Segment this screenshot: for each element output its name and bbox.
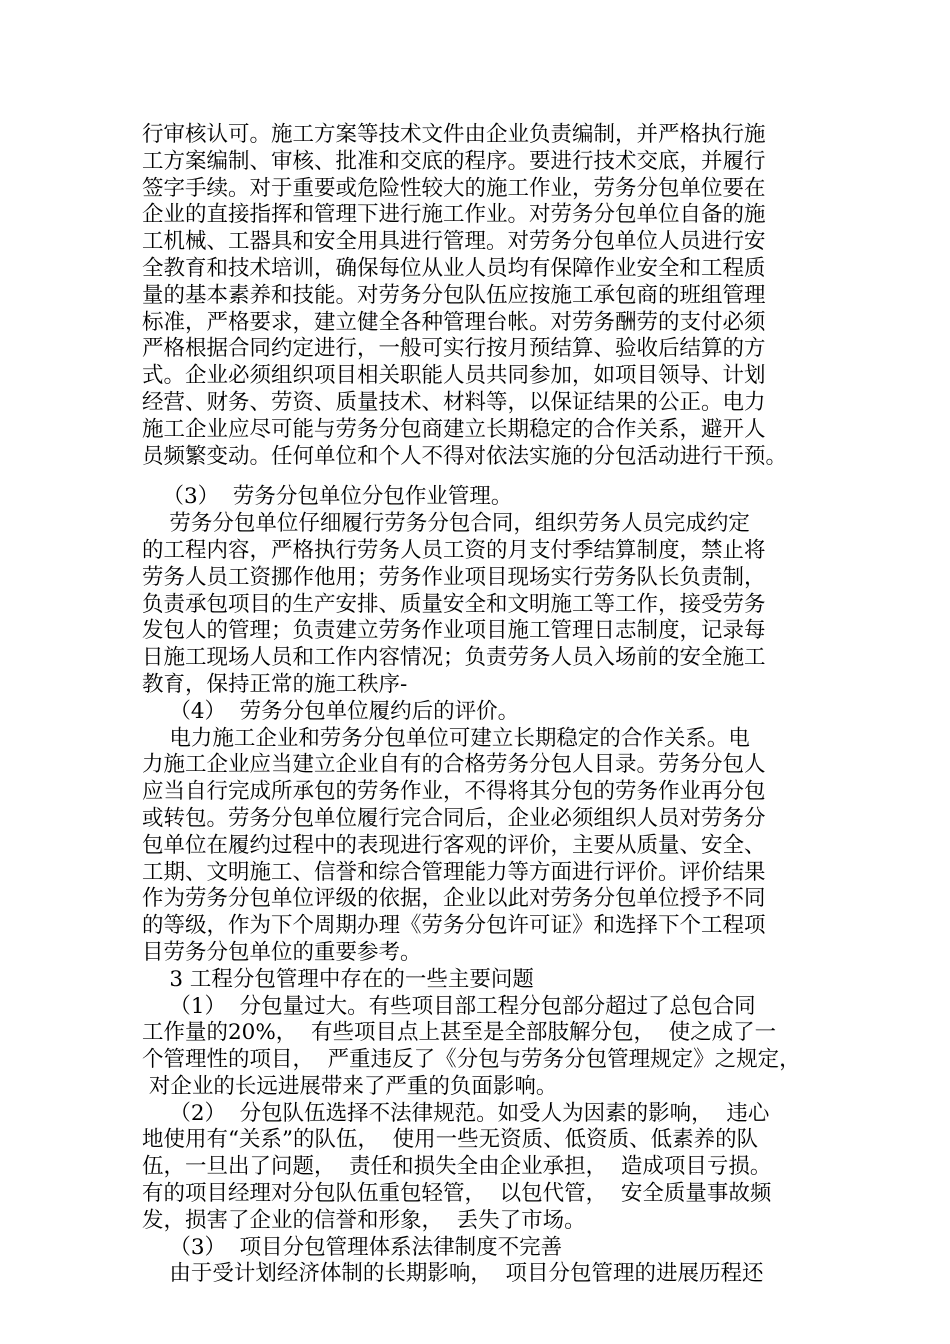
text-line: 电力施工企业和劳务分包单位可建立长期稳定的合作关系。电 — [142, 725, 750, 751]
text-line: 个管理性的项目， 严重违反了《分包与劳务分包管理规定》之规定， — [142, 1047, 801, 1073]
text-line: 全教育和技术培训，确保每位从业人员均有保障作业安全和工程质 — [142, 255, 766, 281]
text-line: 经营、财务、劳资、质量技术、材料等，以保证结果的公正。电力 — [142, 389, 766, 415]
text-line: 或转包。劳务分包单位履行完合同后，企业必须组织人员对劳务分 — [142, 805, 766, 831]
text-line: 地使用有“关系”的队伍， 使用一些无资质、低资质、低素养的队 — [142, 1127, 759, 1153]
section-heading: （4） 劳务分包单位履约后的评价。 — [142, 698, 520, 724]
paragraph-gap — [142, 470, 822, 484]
section-heading: （3） 劳务分包单位分包作业管理。 — [142, 484, 513, 510]
text-line: 应当自行完成所承包的劳务作业，不得将其分包的劳务作业再分包 — [142, 779, 766, 805]
text-line: 工机械、工器具和安全用具进行管理。对劳务分包单位人员进行安 — [142, 229, 766, 255]
text-line: 发包人的管理；负责建立劳务作业项目施工管理日志制度，记录每 — [142, 618, 766, 644]
text-line: 有的项目经理对分包队伍重包轻管， 以包代管， 安全质量事故频 — [142, 1181, 772, 1207]
text-line: 包单位在履约过程中的表现进行客观的评价，主要从质量、安全、 — [142, 832, 766, 858]
document-body — [142, 122, 822, 1288]
text-line: 目劳务分包单位的重要参考。 — [142, 939, 422, 965]
text-line: 式。企业必须组织项目相关职能人员共同参加，如项目领导、计划 — [142, 363, 766, 389]
text-line: 量的基本素养和技能。对劳务分包队伍应按施工承包商的班组管理 — [142, 282, 766, 308]
text-line: 签字手续。对于重要或危险性较大的施工作业，劳务分包单位要在 — [142, 175, 766, 201]
text-line: 力施工企业应当建立企业自有的合格劳务分包人目录。劳务分包人 — [142, 752, 766, 778]
text-line: 由于受计划经济体制的长期影响， 项目分包管理的进展历程还 — [142, 1261, 764, 1287]
text-line: 员频繁变动。任何单位和个人不得对依法实施的分包活动进行干预。 — [142, 443, 788, 469]
text-line: 发，损害了企业的信誉和形象， 丢失了市场。 — [142, 1207, 586, 1233]
text-line: 工作量的20%， 有些项目点上甚至是全部肢解分包， 使之成了一 — [142, 1020, 777, 1046]
text-line: 标准，严格要求，建立健全各种管理台帐。对劳务酬劳的支付必须 — [142, 309, 766, 335]
text-line: （2） 分包队伍选择不法律规范。如受人为因素的影响， 违心 — [142, 1100, 770, 1126]
text-line: 劳务分包单位仔细履行劳务分包合同，组织劳务人员完成约定 — [142, 511, 750, 537]
text-line: 教育，保持正常的施工秩序- — [142, 671, 408, 697]
text-line: 作为劳务分包单位评级的依据，企业以此对劳务分包单位授予不同 — [142, 886, 766, 912]
text-line: （1） 分包量过大。有些项目部工程分包部分超过了总包合同 — [142, 993, 756, 1019]
text-line: 日施工现场人员和工作内容情况；负责劳务人员入场前的安全施工 — [142, 645, 766, 671]
text-line: 劳务人员工资挪作他用；劳务作业项目现场实行劳务队长负责制， — [142, 564, 766, 590]
text-line: 负责承包项目的生产安排、质量安全和文明施工等工作，接受劳务 — [142, 591, 766, 617]
text-line: 企业的直接指挥和管理下进行施工作业。对劳务分包单位自备的施 — [142, 202, 766, 228]
text-line: 的等级，作为下个周期办理《劳务分包许可证》和选择下个工程项 — [142, 913, 766, 939]
text-line: 伍，一旦出了问题， 责任和损失全由企业承担， 造成项目亏损。 — [142, 1154, 772, 1180]
text-line: 工期、文明施工、信誉和综合管理能力等方面进行评价。评价结果 — [142, 859, 766, 885]
text-line: 对企业的长远进展带来了严重的负面影响。 — [142, 1073, 558, 1099]
text-line: 的工程内容，严格执行劳务人员工资的月支付季结算制度，禁止将 — [142, 537, 766, 563]
text-line: 工方案编制、审核、批准和交底的程序。要进行技术交底，并履行 — [142, 148, 766, 174]
section-heading: 3 工程分包管理中存在的一些主要问题 — [142, 966, 534, 992]
section-heading: （3） 项目分包管理体系法律制度不完善 — [142, 1234, 563, 1260]
text-line: 行审核认可。施工方案等技术文件由企业负责编制，并严格执行施 — [142, 122, 766, 147]
text-line: 严格根据合同约定进行，一般可实行按月预结算、验收后结算的方 — [142, 336, 766, 362]
text-line: 施工企业应尽可能与劳务分包商建立长期稳定的合作关系，避开人 — [142, 416, 766, 442]
